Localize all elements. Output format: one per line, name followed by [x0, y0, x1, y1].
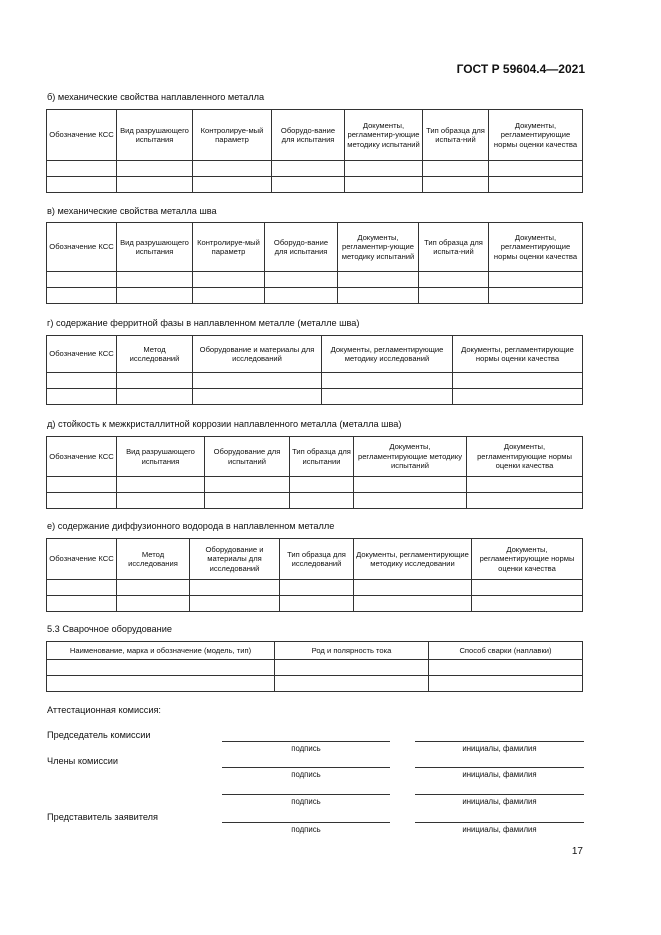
- table-cell[interactable]: [117, 161, 193, 177]
- member-signature-line[interactable]: [222, 767, 390, 768]
- header-cell: Документы, регламентирующие методику испытаний: [354, 437, 467, 477]
- table-row: [47, 660, 583, 676]
- table-row: [47, 676, 583, 692]
- table-cell[interactable]: [322, 373, 453, 389]
- table-cell[interactable]: [193, 272, 265, 288]
- document-code: ГОСТ Р 59604.4—2021: [456, 62, 585, 76]
- members-label: Члены комиссии: [47, 756, 118, 766]
- table-cell[interactable]: [117, 596, 190, 612]
- table-cell[interactable]: [472, 596, 583, 612]
- table-cell[interactable]: [453, 389, 583, 405]
- header-cell: Вид разрушающего испытания: [117, 437, 205, 477]
- commission-title: Аттестационная комиссия:: [47, 705, 161, 715]
- table-cell[interactable]: [117, 288, 193, 304]
- header-cell: Оборудование для испытаний: [205, 437, 290, 477]
- name-caption: инициалы, фамилия: [462, 797, 537, 806]
- name-caption: инициалы, фамилия: [462, 825, 537, 834]
- table-cell[interactable]: [265, 272, 338, 288]
- signature-caption: подпись: [291, 770, 321, 779]
- table-row: [47, 373, 583, 389]
- table-cell[interactable]: [290, 493, 354, 509]
- table-cell[interactable]: [117, 272, 193, 288]
- table-cell[interactable]: [193, 177, 272, 193]
- table-cell[interactable]: [117, 389, 193, 405]
- table-cell[interactable]: [47, 493, 117, 509]
- table-cell[interactable]: [275, 660, 429, 676]
- header-cell: Метод исследования: [117, 539, 190, 580]
- table-row: [47, 580, 583, 596]
- signature-caption: подпись: [291, 825, 321, 834]
- header-cell: Оборудование и материалы для исследований: [190, 539, 280, 580]
- table-cell[interactable]: [419, 288, 489, 304]
- table-cell[interactable]: [354, 477, 467, 493]
- table-cell[interactable]: [322, 389, 453, 405]
- header-cell: Контролируе-мый параметр: [193, 110, 272, 161]
- section-caption: 5.3 Сварочное оборудование: [47, 624, 172, 634]
- section-caption: г) содержание ферритной фазы в наплавленном металле (металле шва): [47, 318, 360, 328]
- table-cell[interactable]: [47, 288, 117, 304]
- chair-label: Председатель комиссии: [47, 730, 151, 740]
- header-cell: Документы, регламентирующие методику исследовании: [354, 539, 472, 580]
- table-cell[interactable]: [47, 660, 275, 676]
- table-cell[interactable]: [453, 373, 583, 389]
- table-cell[interactable]: [290, 477, 354, 493]
- table-cell[interactable]: [489, 288, 583, 304]
- table-cell[interactable]: [265, 288, 338, 304]
- table-cell[interactable]: [47, 161, 117, 177]
- header-cell: Документы, регламентирующие нормы оценки качества: [453, 336, 583, 373]
- header-cell: Обозначение КСС: [47, 223, 117, 272]
- table-ferrite-phase: [46, 335, 583, 405]
- table-cell[interactable]: [117, 177, 193, 193]
- table-cell[interactable]: [423, 161, 489, 177]
- chair-name-line[interactable]: [415, 741, 584, 742]
- table-row: [47, 389, 583, 405]
- table-welding-equipment: [46, 641, 583, 692]
- table-cell[interactable]: [489, 161, 583, 177]
- representative-signature-line[interactable]: [222, 822, 390, 823]
- header-cell: Обозначение КСС: [47, 437, 117, 477]
- header-cell: Документы, регламентир-ующие методику испытаний: [345, 110, 423, 161]
- header-cell: Способ сварки (наплавки): [429, 642, 583, 660]
- table-weld-metal-mechanical: [46, 109, 583, 193]
- representative-label: Представитель заявителя: [47, 812, 158, 822]
- table-cell[interactable]: [190, 580, 280, 596]
- table-seam-metal-mechanical: [46, 222, 583, 304]
- signature-caption: подпись: [291, 797, 321, 806]
- table-cell[interactable]: [429, 660, 583, 676]
- header-cell: Обозначение КСС: [47, 110, 117, 161]
- section-caption: в) механические свойства металла шва: [47, 206, 217, 216]
- table-cell[interactable]: [489, 272, 583, 288]
- table-cell[interactable]: [419, 272, 489, 288]
- signature-caption: подпись: [291, 744, 321, 753]
- table-row: [47, 177, 583, 193]
- table-row: [47, 596, 583, 612]
- table-row: [47, 272, 583, 288]
- table-cell[interactable]: [423, 177, 489, 193]
- name-caption: инициалы, фамилия: [462, 744, 537, 753]
- table-cell[interactable]: [472, 580, 583, 596]
- table-cell[interactable]: [280, 580, 354, 596]
- header-cell: Документы, регламентир-ующие методику испытаний: [338, 223, 419, 272]
- chair-signature-line[interactable]: [222, 741, 390, 742]
- table-row: [47, 477, 583, 493]
- table-cell[interactable]: [47, 373, 117, 389]
- header-cell: Документы, регламентирующие нормы оценки качества: [489, 110, 583, 161]
- table-cell[interactable]: [190, 596, 280, 612]
- table-cell[interactable]: [117, 580, 190, 596]
- table-cell[interactable]: [193, 161, 272, 177]
- header-cell: Документы, регламентирующие нормы оценки качества: [489, 223, 583, 272]
- table-cell[interactable]: [354, 596, 472, 612]
- header-cell: Вид разрушающего испытания: [117, 110, 193, 161]
- table-row: [47, 161, 583, 177]
- representative-name-line[interactable]: [415, 822, 584, 823]
- member-name-line[interactable]: [415, 767, 584, 768]
- table-cell[interactable]: [354, 493, 467, 509]
- header-cell: Обозначение КСС: [47, 336, 117, 373]
- section-caption: б) механические свойства наплавленного металла: [47, 92, 265, 102]
- table-cell[interactable]: [193, 389, 322, 405]
- section-caption: е) содержание диффузионного водорода в наплавленном металле: [47, 521, 335, 531]
- header-cell: Оборудо-вание для испытания: [265, 223, 338, 272]
- table-intercrystalline-corrosion: [46, 436, 583, 509]
- member-name-line[interactable]: [415, 794, 584, 795]
- table-cell[interactable]: [47, 596, 117, 612]
- table-cell[interactable]: [275, 676, 429, 692]
- table-cell[interactable]: [117, 373, 193, 389]
- header-cell: Документы, регламентирующие нормы оценки качества: [472, 539, 583, 580]
- table-cell[interactable]: [47, 177, 117, 193]
- table-cell[interactable]: [205, 493, 290, 509]
- table-cell[interactable]: [345, 161, 423, 177]
- header-cell: Обозначение КСС: [47, 539, 117, 580]
- table-cell[interactable]: [47, 580, 117, 596]
- header-cell: Тип образца для испытании: [290, 437, 354, 477]
- table-cell[interactable]: [429, 676, 583, 692]
- header-cell: Тип образца для испыта-ний: [423, 110, 489, 161]
- table-cell[interactable]: [193, 373, 322, 389]
- table-cell[interactable]: [47, 477, 117, 493]
- header-cell: Тип образца для испыта-ний: [419, 223, 489, 272]
- table-cell[interactable]: [354, 580, 472, 596]
- table-row: [47, 288, 583, 304]
- table-cell[interactable]: [467, 477, 583, 493]
- header-cell: Тип образца для исследований: [280, 539, 354, 580]
- header-cell: Наименование, марка и обозначение (модель, тип): [47, 642, 275, 660]
- header-cell: Документы, регламентирующие методику исследований: [322, 336, 453, 373]
- table-cell[interactable]: [467, 493, 583, 509]
- table-cell[interactable]: [117, 493, 205, 509]
- header-cell: Контролируе-мый параметр: [193, 223, 265, 272]
- table-cell[interactable]: [280, 596, 354, 612]
- name-caption: инициалы, фамилия: [462, 770, 537, 779]
- table-cell[interactable]: [338, 272, 419, 288]
- header-cell: Документы, регламентирующие нормы оценки качества: [467, 437, 583, 477]
- header-cell: Оборудо-вание для испытания: [272, 110, 345, 161]
- section-caption: д) стойкость к межкристаллитной коррозии наплавленного металла (металла шва): [47, 419, 402, 429]
- table-cell[interactable]: [205, 477, 290, 493]
- member-signature-line[interactable]: [222, 794, 390, 795]
- table-row: [47, 493, 583, 509]
- header-cell: Метод исследований: [117, 336, 193, 373]
- page-number: 17: [571, 846, 583, 857]
- table-cell[interactable]: [489, 177, 583, 193]
- table-cell[interactable]: [47, 389, 117, 405]
- table-cell[interactable]: [47, 676, 275, 692]
- table-cell[interactable]: [272, 161, 345, 177]
- table-cell[interactable]: [193, 288, 265, 304]
- header-cell: Род и полярность тока: [275, 642, 429, 660]
- header-cell: Вид разрушающего испытания: [117, 223, 193, 272]
- table-cell[interactable]: [117, 477, 205, 493]
- table-cell[interactable]: [272, 177, 345, 193]
- table-diffusion-hydrogen: [46, 538, 583, 612]
- table-cell[interactable]: [338, 288, 419, 304]
- table-cell[interactable]: [47, 272, 117, 288]
- header-cell: Оборудование и материалы для исследований: [193, 336, 322, 373]
- table-cell[interactable]: [345, 177, 423, 193]
